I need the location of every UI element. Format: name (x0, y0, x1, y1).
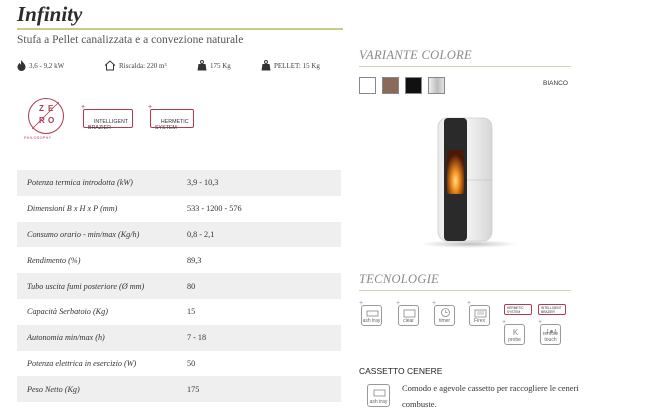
spec-power-text: 3,6 - 9,2 kW (29, 61, 65, 70)
plus-icon: + (81, 104, 86, 111)
table-row (17, 247, 341, 273)
specs-row (17, 60, 347, 74)
spec-power (17, 60, 64, 71)
table-row (17, 273, 341, 299)
house-icon (104, 60, 116, 71)
selected-color-name: BIANCO (543, 80, 568, 87)
row-value: 80 (187, 281, 196, 291)
row-label: Potenza elettrica in esercizio (W) (27, 358, 137, 368)
table-row (17, 170, 341, 196)
plus-icon: + (396, 300, 401, 307)
plus-icon: + (502, 319, 507, 326)
feature-badges (24, 98, 228, 142)
zero-letter-z: Z (39, 104, 44, 113)
plus-icon: + (538, 319, 543, 326)
hermetic-system-tag (148, 104, 194, 131)
hermetic-system-text: HERMETIC SYSTEM (155, 118, 189, 131)
intelligent-brazier-tag (81, 104, 133, 131)
pellet-weight-icon (261, 60, 271, 71)
row-value: 7 - 18 (187, 333, 207, 343)
spec-weight (197, 60, 231, 71)
spec-heating-text: Riscalda: 220 m³ (119, 61, 167, 70)
clear-icon[interactable] (396, 300, 419, 326)
plus-icon: + (148, 104, 153, 111)
row-label: Capacità Serbatoio (Kg) (27, 307, 108, 317)
specs-table (17, 170, 341, 402)
intelligent-brazier-mini-tag[interactable]: INTELLIGENT BRAZIER (538, 304, 566, 315)
probe-label: probe (508, 337, 521, 343)
row-value: 0,8 - 2,1 (187, 229, 215, 239)
row-value: 15 (187, 307, 196, 317)
swatch-nero[interactable] (405, 77, 422, 94)
firex-icon[interactable] (467, 300, 490, 326)
row-label: Peso Netto (Kg) (27, 384, 80, 394)
table-row (17, 222, 341, 248)
variante-divider (359, 66, 571, 67)
cassetto-cenere-title: CASSETTO CENERE (359, 366, 443, 376)
tecnologie-divider (359, 290, 571, 291)
row-label: Rendimento (%) (27, 255, 81, 265)
timer-label: timer (438, 318, 451, 324)
spec-pellet (261, 60, 320, 71)
row-value: 89,3 (187, 255, 202, 265)
product-title: Infinity (17, 2, 83, 26)
row-value: 3,9 - 10,3 (187, 178, 219, 188)
stove-image (437, 116, 493, 243)
weight-icon (197, 60, 207, 71)
row-label: Consumo orario - min/max (Kg/h) (27, 229, 140, 239)
swatch-bronzo[interactable] (382, 77, 399, 94)
spec-weight-text: 175 Kg (210, 61, 231, 70)
title-divider (17, 28, 343, 30)
table-row (17, 325, 341, 351)
zero-letter-r: R (39, 116, 45, 125)
table-row (17, 376, 341, 402)
zero-philosophy-logo (28, 98, 64, 134)
row-label: Tubo uscita fumi posteriore (Ø mm) (27, 281, 145, 291)
flame-icon (17, 60, 26, 71)
row-label: Autonomia min/max (h) (27, 333, 105, 343)
row-value: 533 - 1200 - 576 (187, 204, 242, 214)
cassetto-icon-label: ash tray (369, 399, 388, 405)
remote-touch-label: remote touch (542, 331, 559, 343)
variante-colore-title: VARIANTE COLORE (359, 48, 472, 62)
hermetic-system-mini-tag[interactable]: HERMETIC SYSTEM (504, 304, 532, 315)
ash-tray-label: ash tray (362, 318, 381, 324)
tecnologie-title: TECNOLOGIE (359, 272, 440, 286)
zero-letter-o: O (48, 116, 55, 125)
firex-label: Firex (473, 318, 486, 324)
spec-pellet-text: PELLET: 15 Kg (274, 61, 320, 70)
zero-caption: PHILOSOPHY (24, 136, 52, 140)
product-subtitle: Stufa a Pellet canalizzata e a convezione naturale (17, 34, 244, 46)
spec-heating (104, 60, 167, 71)
clear-label: clear (403, 318, 414, 324)
plus-icon: + (359, 300, 364, 307)
probe-icon[interactable] (502, 319, 525, 345)
timer-icon[interactable] (432, 300, 455, 326)
swatch-grigio[interactable] (428, 77, 445, 94)
table-row (17, 351, 341, 377)
cassetto-description: Comodo e agevole cassetto per raccogliere le ceneri combuste. (402, 383, 579, 409)
table-row (17, 299, 341, 325)
ash-tray-icon[interactable] (359, 300, 382, 326)
svg-text:K: K (512, 328, 519, 337)
plus-icon: + (432, 300, 437, 307)
ash-tray-icon (367, 384, 390, 407)
zero-letter-e: E (48, 104, 54, 113)
swatch-bianco[interactable] (359, 77, 376, 94)
row-value: 50 (187, 358, 196, 368)
row-label: Potenza termica introdotta (kW) (27, 178, 133, 188)
table-row (17, 196, 341, 222)
intelligent-brazier-text: INTELLIGENT BRAZIER (88, 118, 129, 131)
row-label: Dimensioni B x H x P (mm) (27, 204, 118, 214)
remote-touch-icon[interactable] (538, 319, 561, 345)
row-value: 175 (187, 384, 200, 394)
plus-icon: + (467, 300, 472, 307)
